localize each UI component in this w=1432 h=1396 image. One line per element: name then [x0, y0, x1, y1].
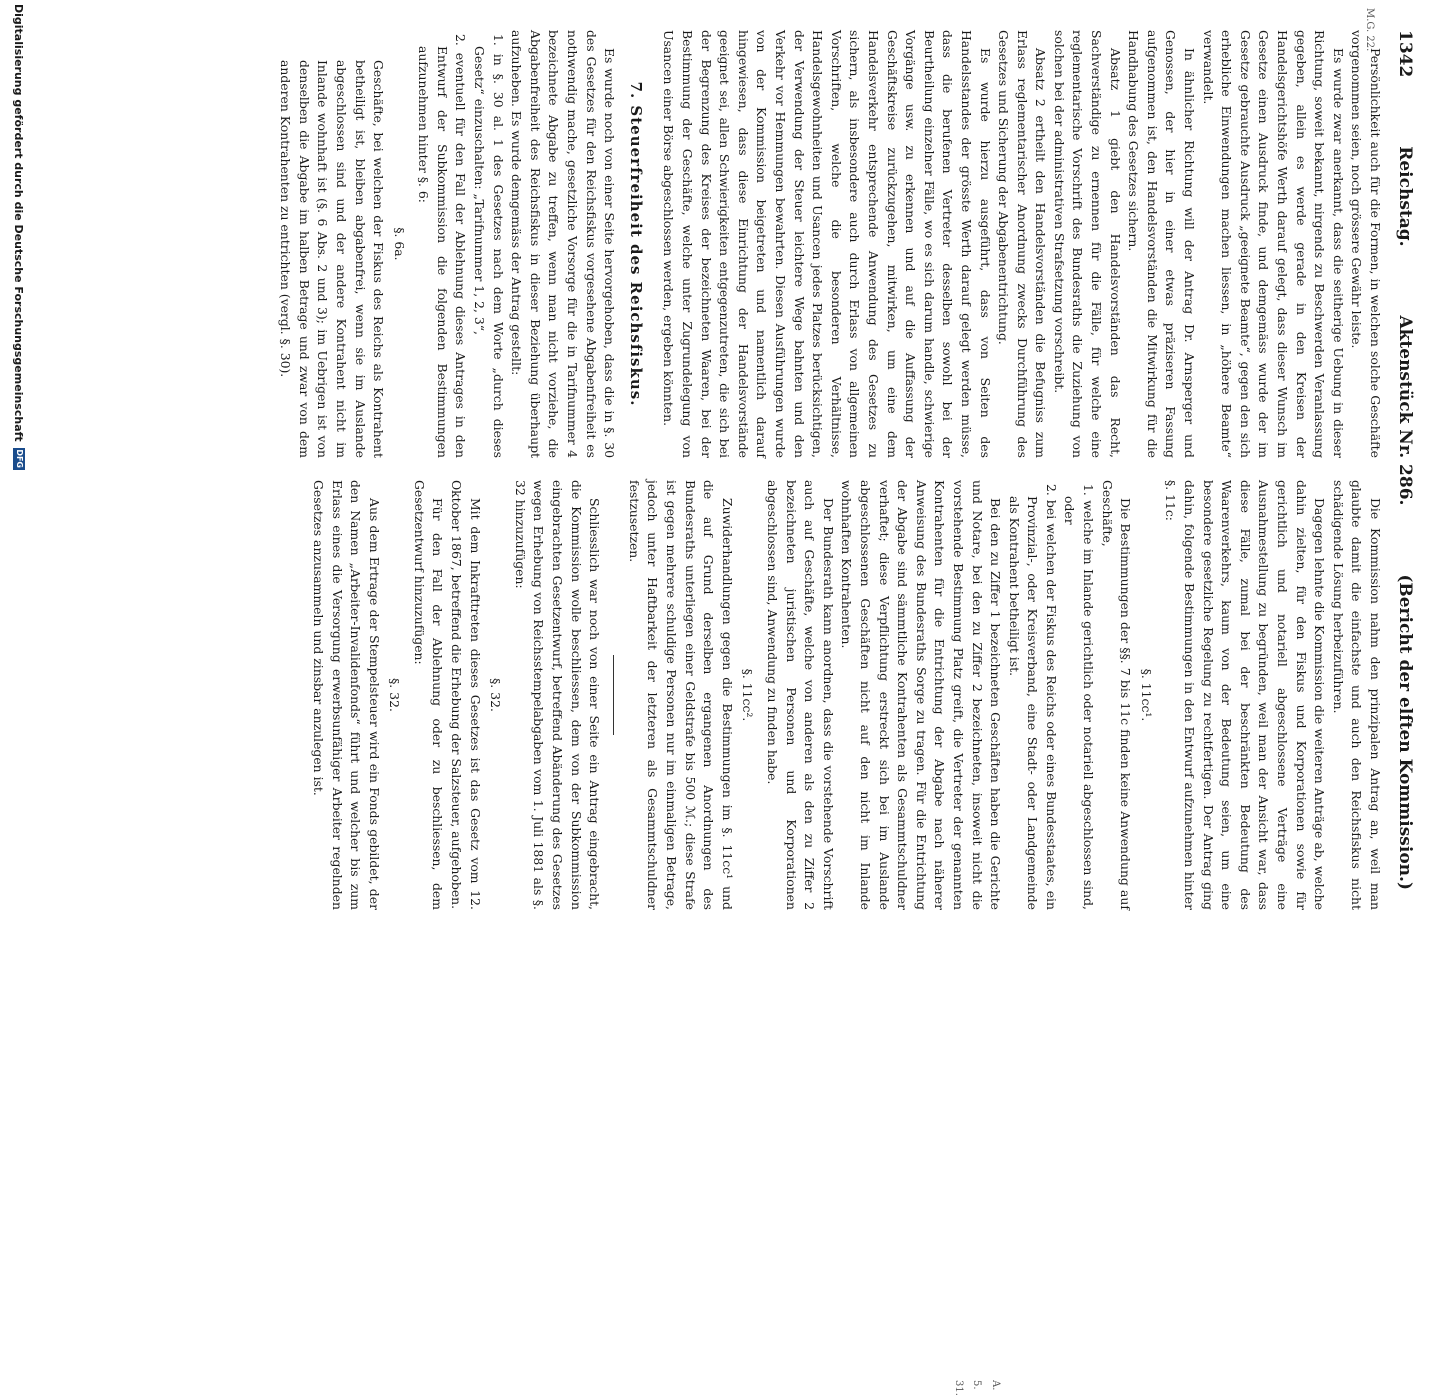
divider: [613, 655, 614, 735]
paragraph: Schliesslich war noch von einer Seite ein Antrag eingebracht, die Kommission wolle beschliessen, dem von der Subkommission eingebrachten Gesetzentwurf, betreffend Abänderung des Gesetzes wegen Erhebung von Reichsstempelabgaben vom 1. Juli 1881 als §. 32 hinzuzufügen:: [512, 480, 603, 910]
paragraph: Die Kommission nahm den prinzipalen Antrag an, weil man glaubte damit die einfachste und auch den Reichsfiskus nicht schädigende Lösung herbeizuführen.: [1330, 480, 1383, 910]
paragraph: Bei den zu Ziffer 1 bezeichneten Geschäften haben die Gerichte und Notare, bei den zu Ziffer 2 bezeichneten, insoweit nicht die vorstehende Bestimmung Platz greift, die Vertreter der genannten Kontrahenten für die Entrichtung der Abgabe nach näherer Anweisung des Bundesraths Sorge zu tragen. Für die Entrichtung der Abgabe sind sämmtliche Kontrahenten als Gesammtschuldner verhaftet; diese Verpflichtung erstreckt sich bei im Auslande abgeschlossenen Geschäften nicht auf den nicht im Inlande wohnhaften Kontrahenten.: [839, 480, 1004, 910]
section-heading: 7. Steuerfreiheit des Reichsfiskus.: [626, 81, 645, 407]
margin-note: A. 5. 31.: [952, 1380, 1001, 1396]
paragraph: Persönlichkeit auch für die Formen, in welchen solche Geschäfte vorgenommen seien, noch grössere Gewähr leiste.: [1349, 30, 1383, 458]
paragraph: Absatz 2 ertheilt den Handelsvorständen die Befugniss zum Erlass reglementarischer Anordnung zwecks Durchführung des Gesetzes und Sicherung der Abgabenentrichtung.: [996, 30, 1049, 458]
paragraph-label: §. 11cc¹.: [1138, 668, 1154, 722]
paragraph: Dagegen lehnte die Kommission die weiteren Anträge ab, welche dahin zielten, für den Fiskus und Korporationen sowie für gerichtlich und notariell abgeschlossene Verträge eine Ausnahmestellung zu begründen, weil man der Ansicht war, dass diese Fälle, zumal bei der beschränkten Bedeutung des Waarenverkehrs, kaum von der Bedeutung seien, um eine besondere gesetzliche Regelung zu rechtfertigen. Der Antrag ging dahin, folgende Bestimmungen in den Entwurf aufzunehmen hinter §. 11c:: [1163, 480, 1328, 910]
running-head: [1392, 30, 1418, 890]
right-column: [308, 480, 1384, 1396]
paragraph: Aus dem Ertrage der Stempelsteuer wird ein Fonds gebildet, der den Namen „Arbeiter-Invalidenfonds“ führt und welcher bis zum Erlass eines die Versorgung erwerbsunfähiger Arbeiter regelnden Gesetzes anzusammeln und zinsbar anzulegen ist.: [310, 480, 382, 910]
document-number: Aktenstück Nr. 286.: [1395, 315, 1415, 506]
paragraph-label: §. 32.: [488, 678, 504, 712]
digitization-credit: [11, 4, 27, 470]
paragraph: Die Bestimmungen der §§. 7 bis 11c finden keine Anwendung auf Geschäfte,: [1099, 480, 1134, 910]
list-item: 1. welche im Inlande gerichtlich oder notariell abgeschlossen sind, oder: [1062, 484, 1097, 910]
margin-note: M.G. 22.: [1364, 8, 1375, 52]
paragraph-label: §. 32.: [387, 678, 403, 712]
list-item: 1. in §. 30 al. 1 des Gesetzes nach dem Worte „durch dieses Gesetz“ einzuschalten: „Tarifnummer 1, 2, 3“,: [472, 34, 506, 458]
paragraph: Es wurde noch von einer Seite hervorgehoben, dass die in §. 30 des Gesetzes für den Reichsfiskus vorgesehene Abgabenfreiheit es nothwendig mache, gesetzliche Vorsorge für die in Tarifnummer 4 bezeichnete Abgabe zu treffen, wenn man nicht vorziehe, die Abgabenfreiheit des Reichsfiskus in dieser Beziehung überhaupt aufzuheben. Es wurde demgemäss der Antrag gestellt:: [509, 30, 618, 458]
paragraph: Geschäfte, bei welchen der Fiskus des Reichs als Kontrahent betheiligt ist, bleiben abgabenfrei, wenn sie im Auslande abgeschlossen sind und der andere Kontrahent nicht im Inlande wohnhaft ist (§. 6 Abs. 2 und 3); im Uebrigen ist von denselben die Abgabe im halben Betrage und zwar von dem anderen Kontrahenten zu entrichten (vergl. §. 30).: [278, 60, 387, 458]
paragraph: Es wurde zwar anerkannt, dass die seitherige Uebung in dieser Richtung, soweit bekannt, nirgends zu Beschwerden Veranlassung gegeben, allein es werde gerade in den Kreisen der Handelsgerichtshöfe Werth darauf gelegt, dass dieser Wunsch im Gesetze einen Ausdruck finde, und demgemäss wurde der im Gesetze gebrauchte Ausdruck „geeignete Beamte“, gegen den sich erhebliche Einwendungen machen liessen, in „höhere Beamte“ verwandelt.: [1200, 30, 1346, 458]
paragraph: Absatz 1 giebt den Handelsvorständen das Recht, Sachverständige zu ernennen für die Fälle, für welche eine reglementarische Vorschrift des Bundesraths die Zuziehung von solchen bei der administrativen Strafsetzung vorschreibt.: [1051, 30, 1123, 458]
paragraph: Es wurde hierzu ausgeführt, dass von Seiten des Handelsstandes der grösste Werth darauf gelegt werden müsse, dass die berufenen Vertreter desselben sowohl bei der Beurtheilung einzelner Fälle, wo es sich darum handle, schwierige Vorgänge usw. zu erkennen und auf die Auffassung der Geschäftskreise zurückzugehen, mitwirken, um eine dem Handelsverkehr entsprechende Anwendung des Gesetzes zu sichern, als insbesondere auch durch Erlass von allgemeinen Vorschriften, welche die besonderen Verhältnisse, Handelsgewohnheiten und Usancen jedes Platzes berücksichtigen, der Verwendung der Steuer leichtere Wege bahnten und den Verkehr vor Hemmungen bewahrten. Diesen Ausführungen wurde von der Kommission beigetreten und namentlich darauf hingewiesen, dass diese Einrichtung der Handelsvorstände geeignet sei, allen Schwierigkeiten entgegenzutreten, die sich bei der Begrenzung des Kreises der bezeichneten Waaren, bei der Bestimmung der Geschäfte, welche unter Zugrundelegung von Usancen einer Börse abgeschlossen werden, ergeben könnten.: [661, 30, 993, 458]
publication-title: Reichstag.: [1395, 146, 1415, 247]
paragraph-label: §. 6a.: [391, 227, 407, 261]
paragraph: In ähnlicher Richtung will der Antrag Dr. Arnsperger und Genossen, der hier in einer etwas präziseren Fassung aufgenommen ist, den Handelsvorständen die Mitwirkung für die Handhabung des Gesetzes sichern.: [1126, 30, 1198, 458]
paragraph: Mit dem Inkrafttreten dieses Gesetzes ist das Gesetz vom 12. Oktober 1867, betreffend die Erhebung der Salzsteuer, aufgehoben.: [449, 480, 483, 910]
credit-text: Digitalisierung gefördert durch die Deutsche Forschungsgemeinschaft: [12, 4, 26, 442]
paragraph-label: §. 11cc².: [740, 668, 756, 722]
paragraph: Der Bundesrath kann anordnen, dass die vorstehende Vorschrift auch auf Geschäfte, welche von anderen als den zu Ziffer 2 bezeichneten juristischen Personen und Korporationen abgeschlossen sind, Anwendung zu finden habe.: [765, 480, 836, 910]
section-title: (Bericht der elften Kommission.): [1395, 574, 1415, 890]
paragraph: Zuwiderhandlungen gegen die Bestimmungen im §. 11cc¹ und die auf Grund derselben ergangenen Anordnungen des Bundesraths unterliegen einer Geldstrafe bis 500 ℳ.; diese Strafe ist gegen mehrere schuldige Personen nur im einmaligen Betrage, jedoch unter Haftbarkeit der letzteren als Gesammtschuldner festzusetzen.: [626, 480, 735, 910]
list-item: 2. bei welchen der Fiskus des Reichs oder eines Bundesstaates, ein Provinzial-, oder Kreisverband, eine Stadt- oder Landgemeinde als Kontrahent betheiligt ist.: [1006, 484, 1059, 910]
list-item: 2. eventuell für den Fall der Ablehnung dieses Antrages in den Entwurf der Subkommission die folgenden Bestimmungen aufzunehmen hinter §. 6:: [416, 34, 469, 458]
paragraph: Für den Fall der Ablehnung oder zu beschliessen, dem Gesetzentwurf hinzuzufügen:: [411, 480, 446, 910]
left-column: [276, 8, 1384, 458]
page-number: 1342: [1395, 30, 1415, 78]
dfg-logo-icon: DFG: [15, 449, 24, 468]
